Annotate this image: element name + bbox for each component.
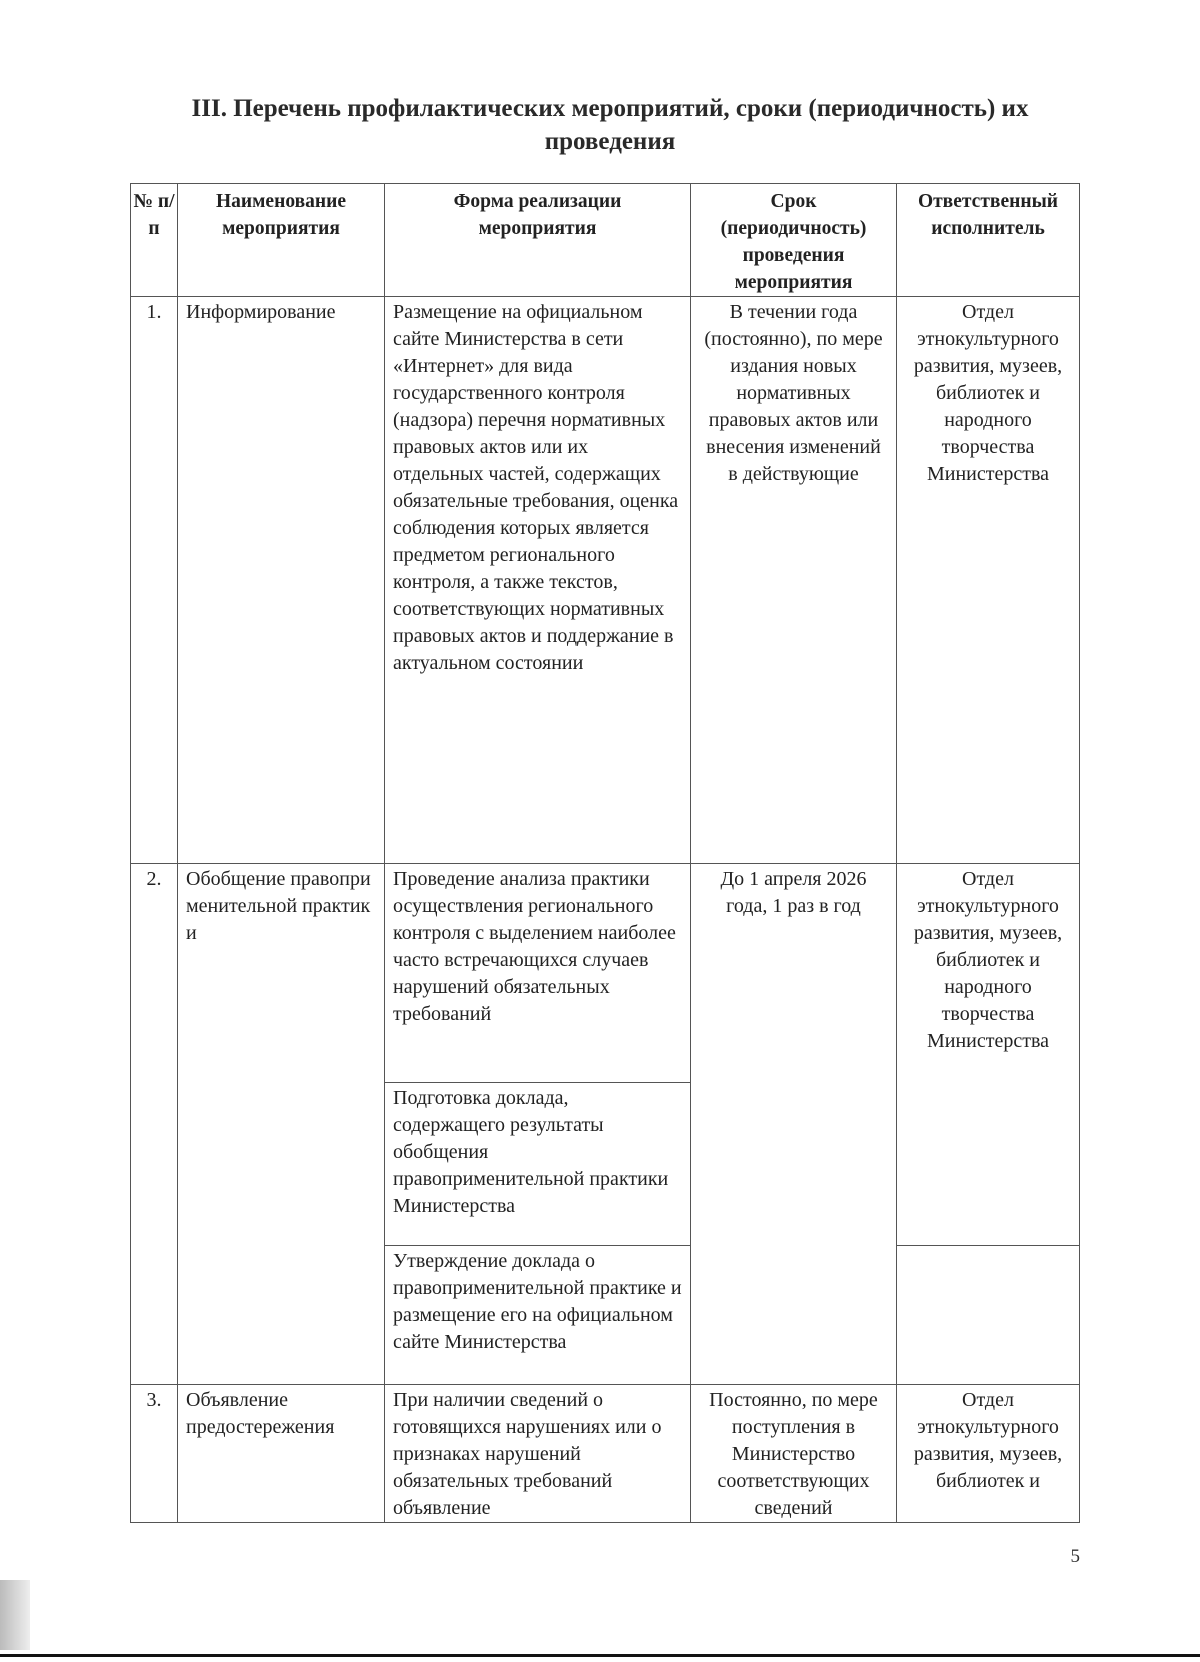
header-term: Срок (периодичность) проведения мероприятия	[691, 184, 897, 297]
row-number: 2.	[131, 864, 178, 1385]
measure-name: Обобщение правоприменительной практики	[178, 864, 385, 1385]
responsible-executor: Отдел этнокультурного развития, музеев, библиотек и народного творчества Министерства	[897, 297, 1080, 864]
table-row	[131, 864, 1080, 1083]
row-number: 1.	[131, 297, 178, 864]
header-name: Наименование мероприятия	[178, 184, 385, 297]
header-resp: Ответственный исполнитель	[897, 184, 1080, 297]
responsible-executor: Отдел этнокультурного развития, музеев, библиотек и народного творчества Министерства	[897, 864, 1080, 1246]
measure-form: Подготовка доклада, содержащего результаты обобщения правоприменительной практики Министерства	[385, 1083, 691, 1246]
measure-form: При наличии сведений о готовящихся нарушениях или о признаках нарушений обязательных требований объявление	[385, 1385, 691, 1523]
page-title: III. Перечень профилактических мероприятий, сроки (периодичность) их проведения	[191, 95, 1029, 155]
measure-term: До 1 апреля 2026 года, 1 раз в год	[691, 864, 897, 1385]
measure-name: Объявление предостережения	[178, 1385, 385, 1523]
table-row	[131, 297, 1080, 864]
measure-form: Утверждение доклада о правоприменительной практике и размещение его на официальном сайте Министерства	[385, 1246, 691, 1385]
page-number: 5	[1070, 1546, 1080, 1567]
measures-table	[130, 183, 1080, 1523]
scan-artifact	[0, 1580, 30, 1650]
measure-form: Проведение анализа практики осуществления регионального контроля с выделением наиболее часто встречающихся случаев нарушений обязательных требований	[385, 864, 691, 1083]
row-number: 3.	[131, 1385, 178, 1523]
measure-term: Постоянно, по мере поступления в Министерство соответствующих сведений	[691, 1385, 897, 1523]
measure-form: Размещение на официальном сайте Министерства в сети «Интернет» для вида государственного контроля (надзора) перечня нормативных правовых актов или их отдельных частей, содержащих обязательные требования, оценка соблюдения которых является предметом регионального контроля, а также текстов, соответствующих нормативных правовых актов и поддержание в актуальном состоянии	[385, 297, 691, 864]
empty-cell	[897, 1246, 1080, 1385]
measure-term: В течении года (постоянно), по мере издания новых нормативных правовых актов или внесения изменений в действующие	[691, 297, 897, 864]
header-num: № п/п	[131, 184, 178, 297]
responsible-executor: Отдел этнокультурного развития, музеев, библиотек и	[897, 1385, 1080, 1523]
scan-edge-line	[0, 1654, 1200, 1657]
table-row	[131, 1385, 1080, 1523]
measure-name: Информирование	[178, 297, 385, 864]
header-form: Форма реализации мероприятия	[385, 184, 691, 297]
table-header-row	[131, 184, 1080, 297]
